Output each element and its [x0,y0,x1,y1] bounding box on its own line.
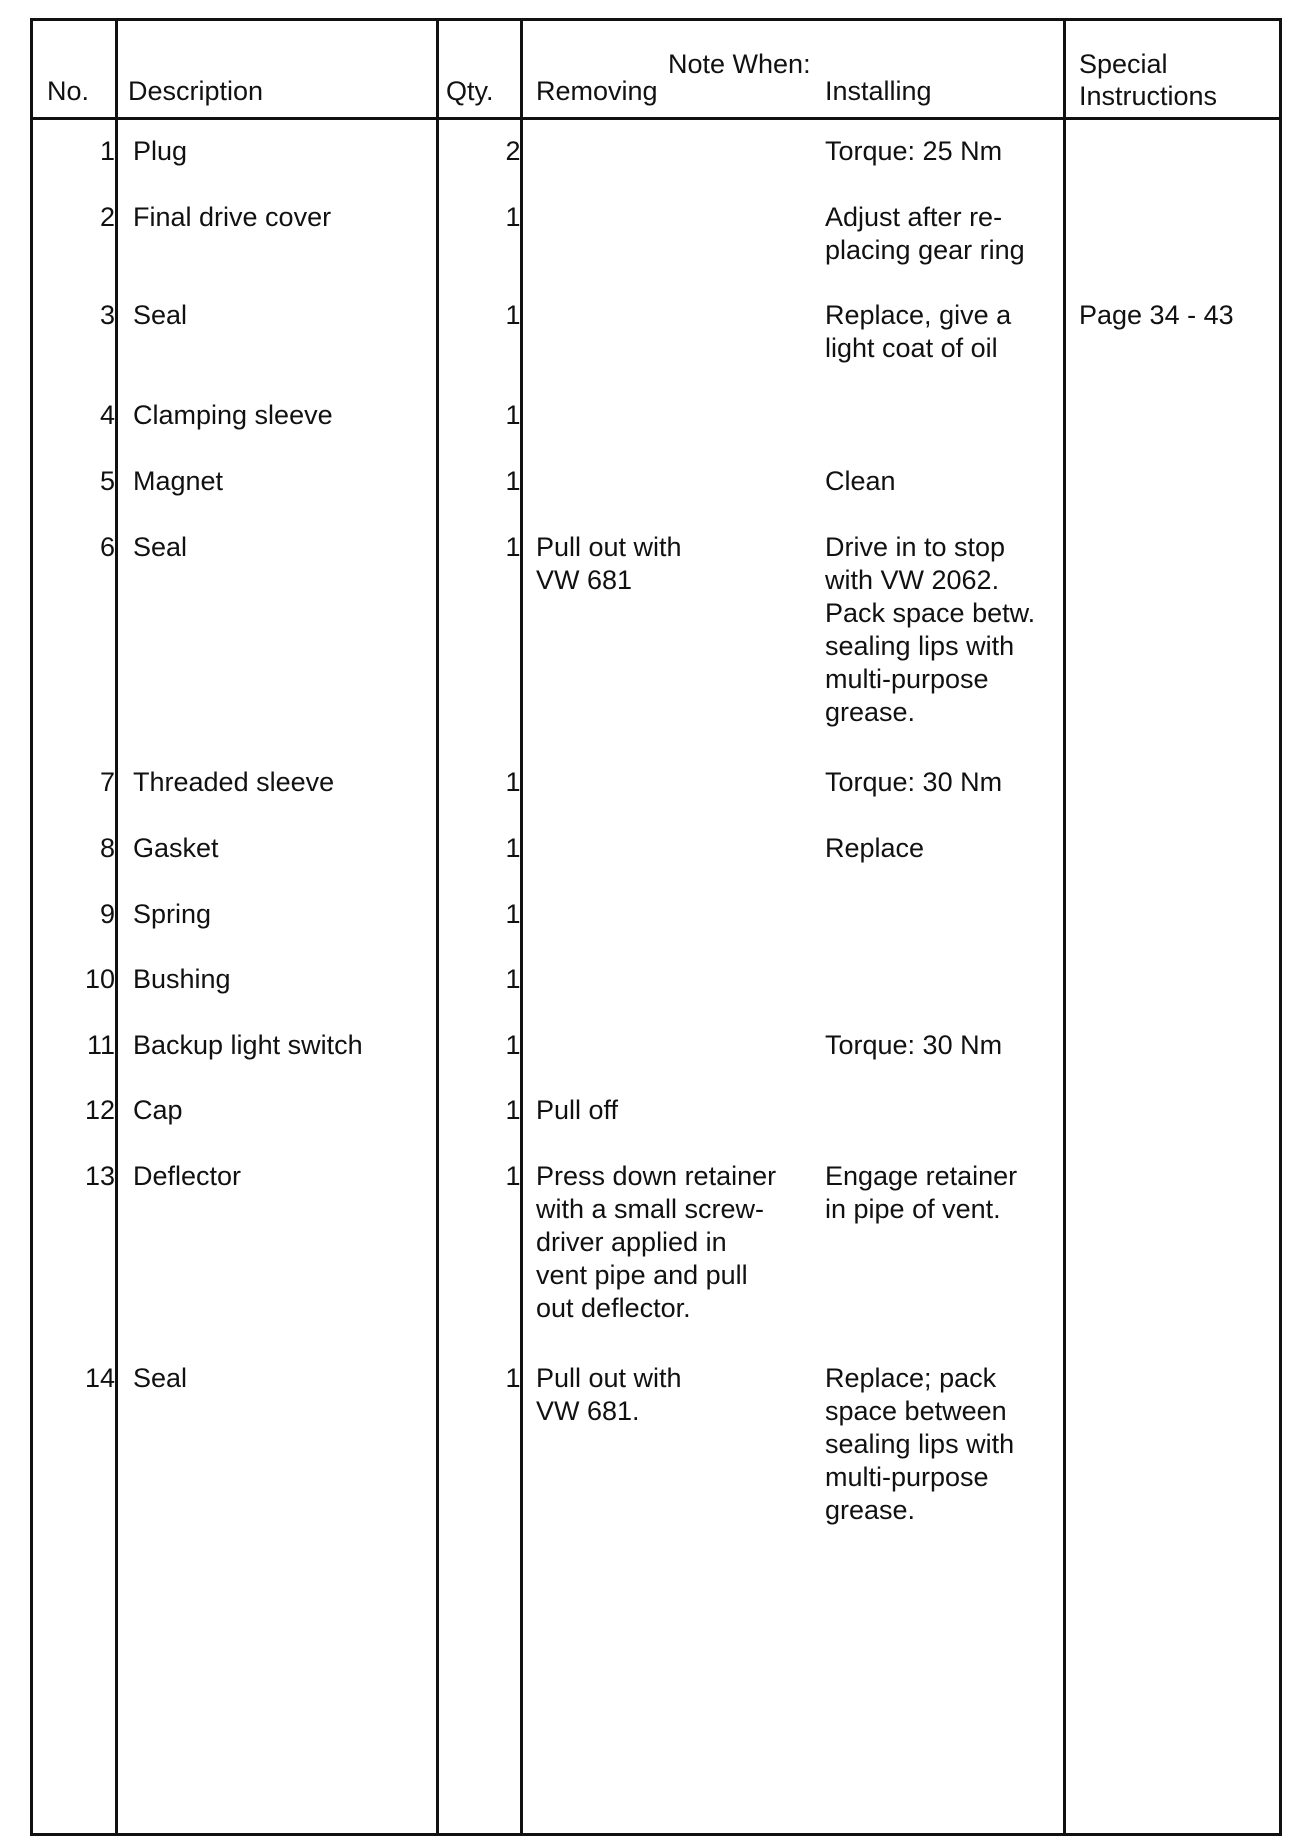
row-number: 1 [99,136,115,166]
row-number: 10 [84,964,115,994]
row-description: Magnet [133,466,224,496]
row-description: Spring [133,899,212,929]
row-installing: Torque: 25 Nm [825,136,1003,166]
row-removing: Pull out with VW 681. [536,1363,682,1426]
row-qty: 1 [505,899,521,929]
row-installing: Engage retainer in pipe of vent. [825,1161,1018,1224]
row-number: 6 [99,532,115,562]
header-description: Description [128,76,264,106]
row-removing: Press down retainer with a small screw- driver applied in vent pipe and pull out deflector. [536,1161,777,1323]
row-removing: Pull out with VW 681 [536,532,682,595]
row-number: 13 [84,1161,115,1191]
row-special: Page 34 - 43 [1079,300,1234,330]
row-description: Clamping sleeve [133,400,333,430]
row-number: 2 [99,202,115,232]
row-description: Seal [133,1363,188,1393]
row-description: Threaded sleeve [133,767,335,797]
row-number: 3 [99,300,115,330]
row-qty: 1 [505,532,521,562]
row-qty: 1 [505,1363,521,1393]
row-qty: 1 [505,300,521,330]
row-qty: 1 [505,1095,521,1125]
header-instructions: Instructions [1079,81,1218,111]
row-installing: Torque: 30 Nm [825,1030,1003,1060]
row-number: 14 [84,1363,115,1393]
row-number: 9 [99,899,115,929]
row-installing: Clean [825,466,896,496]
header-note-when: Note When: [668,49,811,79]
row-number: 7 [99,767,115,797]
row-description: Cap [133,1095,183,1125]
row-number: 8 [99,833,115,863]
row-description: Seal [133,532,188,562]
row-installing: Replace; pack space between sealing lips with multi-purpose grease. [825,1363,1015,1525]
row-installing: Replace [825,833,925,863]
row-description: Seal [133,300,188,330]
row-description: Final drive cover [133,202,332,232]
row-qty: 2 [505,136,521,166]
header-removing: Removing [536,76,658,106]
row-qty: 1 [505,964,521,994]
header-no: No. [47,76,90,106]
row-number: 11 [86,1030,115,1060]
column-divider-no [115,21,118,1833]
row-number: 12 [84,1095,115,1125]
column-divider-note [1063,21,1066,1833]
header-divider [33,117,1279,120]
row-installing: Replace, give a light coat of oil [825,300,1012,363]
row-qty: 1 [505,767,521,797]
row-qty: 1 [505,1030,521,1060]
row-description: Plug [133,136,188,166]
row-number: 5 [99,466,115,496]
row-installing: Drive in to stop with VW 2062. Pack space betw. sealing lips with multi-purpose grease. [825,532,1036,727]
row-qty: 1 [505,466,521,496]
row-installing: Adjust after re- placing gear ring [825,202,1025,265]
row-qty: 1 [505,1161,521,1191]
row-qty: 1 [505,400,521,430]
row-description: Gasket [133,833,219,863]
row-qty: 1 [505,833,521,863]
header-installing: Installing [825,76,932,106]
header-qty: Qty. [446,76,494,106]
row-number: 4 [99,400,115,430]
parts-table [30,18,1282,1836]
row-description: Deflector [133,1161,242,1191]
header-special: Special [1079,49,1168,79]
row-qty: 1 [505,202,521,232]
row-description: Bushing [133,964,231,994]
row-installing: Torque: 30 Nm [825,767,1003,797]
row-description: Backup light switch [133,1030,363,1060]
row-removing: Pull off [536,1095,619,1125]
